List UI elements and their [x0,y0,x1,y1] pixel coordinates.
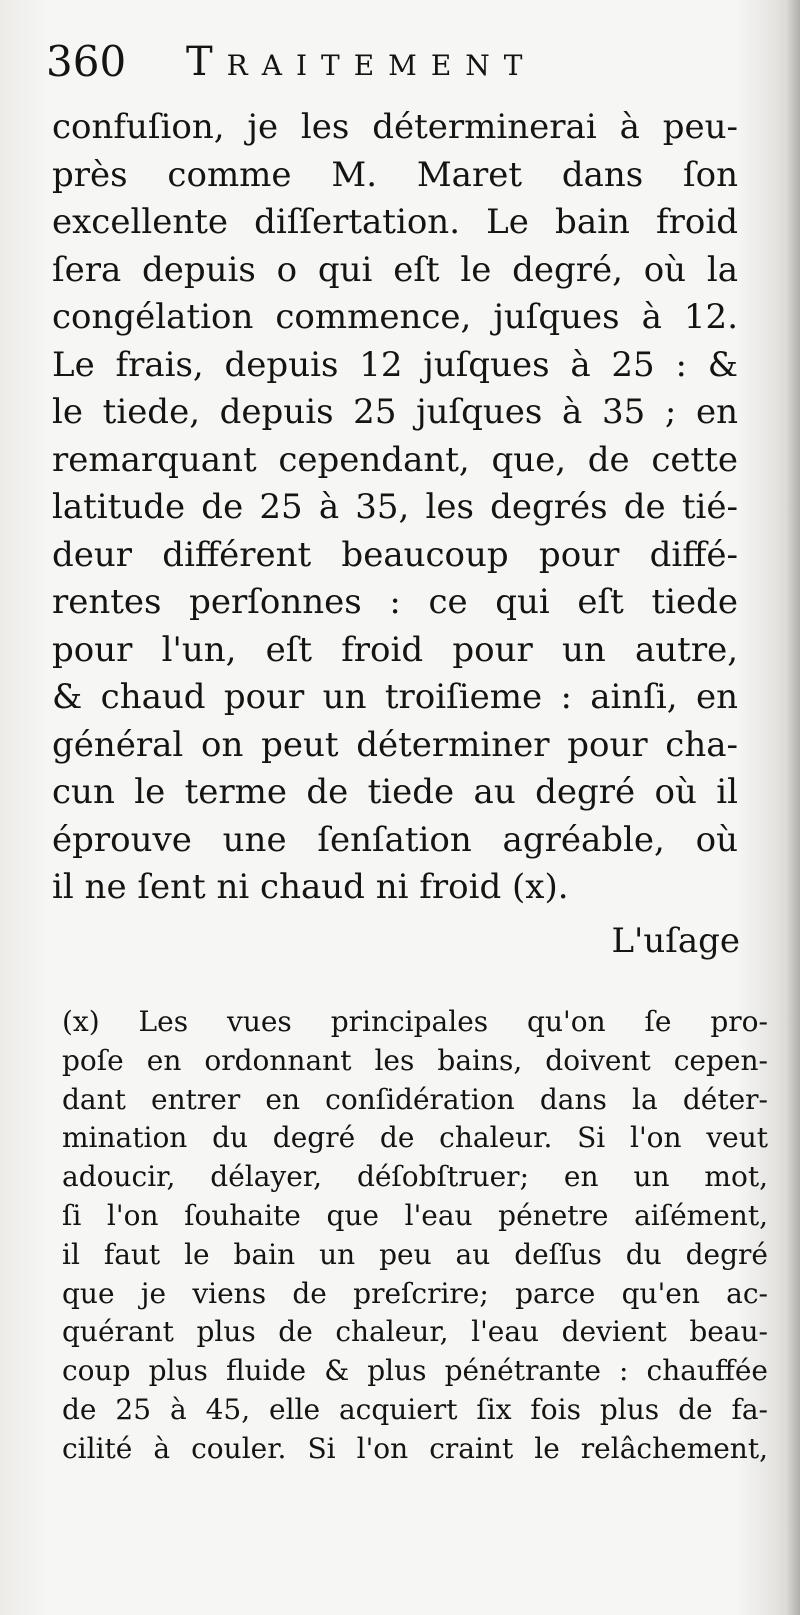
footnote-line: dant entrer en conſidération dans la déter- [62,1082,768,1116]
catchword: L'uſage [611,921,740,961]
footnote [62,1003,768,1469]
footnote-line: mination du degré de chaleur. Si l'on veut [62,1121,768,1155]
footnote-line: que je viens de preſcrire; parce qu'en ac- [62,1276,768,1310]
footnote-line: adoucir, délayer, déſobſtruer; en un mot, [62,1160,768,1194]
running-title: Traitement [186,39,537,85]
footnote-line: cilité à couler. Si l'on craint le relâchement, [62,1431,768,1465]
page-number: 360 [46,37,127,86]
text-line: général on peut déterminer pour cha- [52,724,738,765]
text-line: pour l'un, eſt froid pour un autre, [52,629,738,670]
text-line: Le frais, depuis 12 juſques à 25 : & [52,344,738,385]
page-header [46,30,746,90]
footnote-line: de 25 à 45, elle acquiert ſix fois plus de fa- [62,1392,768,1426]
text-line: excellente diſſertation. Le bain froid [52,202,738,242]
text-line: & chaud pour un troiſieme : ainſi, en [52,677,738,717]
footnote-line: (x) Les vues principales qu'on ſe pro- [62,1005,768,1038]
text-line: près comme M. Maret dans ſon [52,154,738,195]
footnote-line: coup plus fluide & plus pénétrante : chauffée [62,1354,768,1388]
text-line: latitude de 25 à 35, les degrés de tié- [52,487,738,527]
text-line: confuſion, je les déterminerai à peu- [52,107,738,147]
footnote-line: il faut le bain un peu au deſſus du degré [62,1237,768,1271]
footnote-line: poſe en ordonnant les bains, doivent cepen- [62,1043,768,1077]
footnote-line: quérant plus de chaleur, l'eau devient beau- [62,1315,768,1349]
page-edge-shadow [786,0,800,1615]
text-line: rentes perſonnes : ce qui eſt tiede [52,582,738,622]
text-line: éprouve une ſenſation agréable, où [52,819,738,860]
footnote-line: ſi l'on ſouhaite que l'eau pénetre aiſément, [62,1198,768,1232]
text-line: cun le terme de tiede au degré où il [52,772,738,812]
main-text [52,104,738,912]
text-line: le tiede, depuis 25 juſques à 35 ; en [52,392,738,432]
text-line: remarquant cependant, que, de cette [52,439,738,480]
text-line: congélation commence, juſques à 12. [52,297,738,337]
text-line: il ne ſent ni chaud ni froid (x). [52,867,569,907]
text-line: deur différent beaucoup pour diffé- [52,534,738,575]
text-line: ſera depuis o qui eſt le degré, où la [52,249,738,290]
